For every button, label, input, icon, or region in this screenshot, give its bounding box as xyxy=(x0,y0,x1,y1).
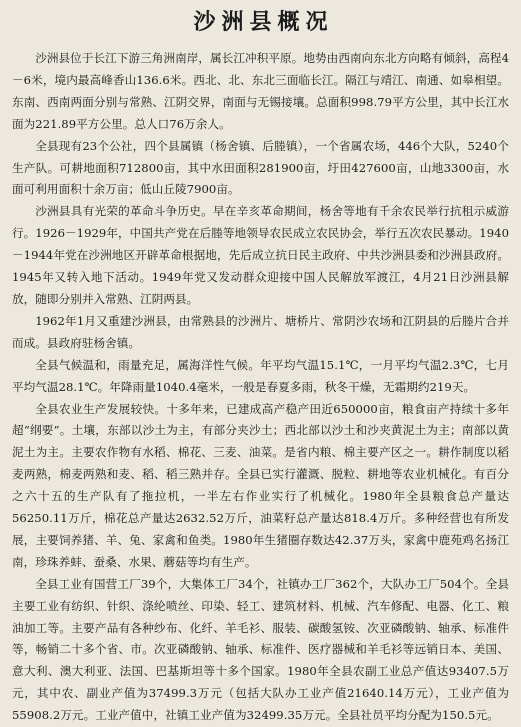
page-title: 沙洲县概况 xyxy=(193,9,334,35)
paragraph-climate: 全县气候温和，雨量充足，属海洋性气候。年平均气温15.1℃，一月平均气温2.3℃，七月平均气温28.1℃。年降雨量1040.4毫米，一般是春夏多雨，秋冬干燥，无霜期约219天。 xyxy=(12,357,509,394)
paragraph-history: 沙洲县具有光荣的革命斗争历史。早在辛亥革命期间，杨舍等地有千余农民举行抗租示威游行。1926－1929年，中国共产党在后塍等地领导农民成立农民协会，举行五次农民暴动。1940－1944年党在沙洲地区开辟革命根据地，先后成立抗日民主政府、中共沙洲县委和沙洲县政府。1945年又转入地下活动。1949年党又发动群众迎接中国人民解放军渡江，4月21日沙洲县解放，随即分别并入常熟、江阴两县。 xyxy=(12,204,509,306)
paragraph-administration: 全县现有23个公社，四个县属镇（杨舍镇、后塍镇），一个省属农场，446个大队，5240个生产队。可耕地面积712800亩，其中水田面积281900亩，圩田427600亩，山地3300亩，水面可利用面积十余万亩；低山丘陵7900亩。 xyxy=(12,138,509,197)
document-body xyxy=(12,48,509,727)
paragraph-industry: 全县工业有国营工厂39个，大集体工厂34个，社镇办工厂362个，大队办工厂504个。全县主要工业有纺织、针织、涤纶喷丝、印染、轻工、建筑材料、机械、汽车修配、电器、化工、粮油加工等。主要产品有各种纱布、化纤、羊毛衫、服装、碳酸氢铵、次亚磷酸钠、轴承、标准件等，畅销二十多个省、市。次亚磷酸钠、轴承、标准件、医疗器械和羊毛衫等远销日本、美国、意大利、澳大利亚、法国、巴基斯坦等十多个国家。1980年全县农副工业总产值达93407.5万元，其中农、副业产值为37499.3万元（包括大队办工业产值21640.14万元），工业产值为55908.2万元。工业产值中，社镇工业产值为32499.35万元。全县社员平均分配为150.5元。 xyxy=(12,576,509,723)
paragraph-agriculture: 全县农业生产发展较快。十多年来，已建成高产稳产田近650000亩，粮食亩产持续十多年超“纲要”。土壤，东部以沙土为主，有部分夹沙土；西北部以沙土和沙夹黄泥土为主；南部以黄泥土为主。主要农作物有水稻、棉花、三麦、油菜。是省内粮、棉主要产区之一。耕作制度以稻麦两熟，棉麦两熟和麦、稻、稻三熟并存。全县已实行灌溉、脱粒、耕地等农业机械化。有百分之六十五的生产队有了拖拉机，一半左右作业实行了机械化。1980年全县粮食总产量达56250.11万斤，棉花总产量达2632.52万斤，油菜籽总产量达818.4万斤。多种经营也有所发展，主要饲养猪、羊、兔、家禽和鱼类。1980年生猪圈存数达42.37万头，家禽中鹿苑鸡名扬江南，珍珠养蚌、蚕桑、水果、蘑菇等均有生产。 xyxy=(12,401,509,569)
paragraph-location: 沙洲县位于长江下游三角洲南岸，属长江冲积平原。地势由西南向东北方向略有倾斜，高程4－6米，境内最高峰香山136.6米。西北、北、东北三面临长江。隔江与靖江、南通、如皋相望。东南、西南两面分别与常熟、江阴交界，南面与无锡接壤。总面积998.79平方公里，其中长江水面为221.89平方公里。总人口76万余人。 xyxy=(12,51,509,131)
paragraph-reestablishment: 1962年1月又重建沙洲县，由常熟县的沙洲片、塘桥片、常阴沙农场和江阴县的后塍片合并而成。县政府驻杨舍镇。 xyxy=(12,313,509,350)
